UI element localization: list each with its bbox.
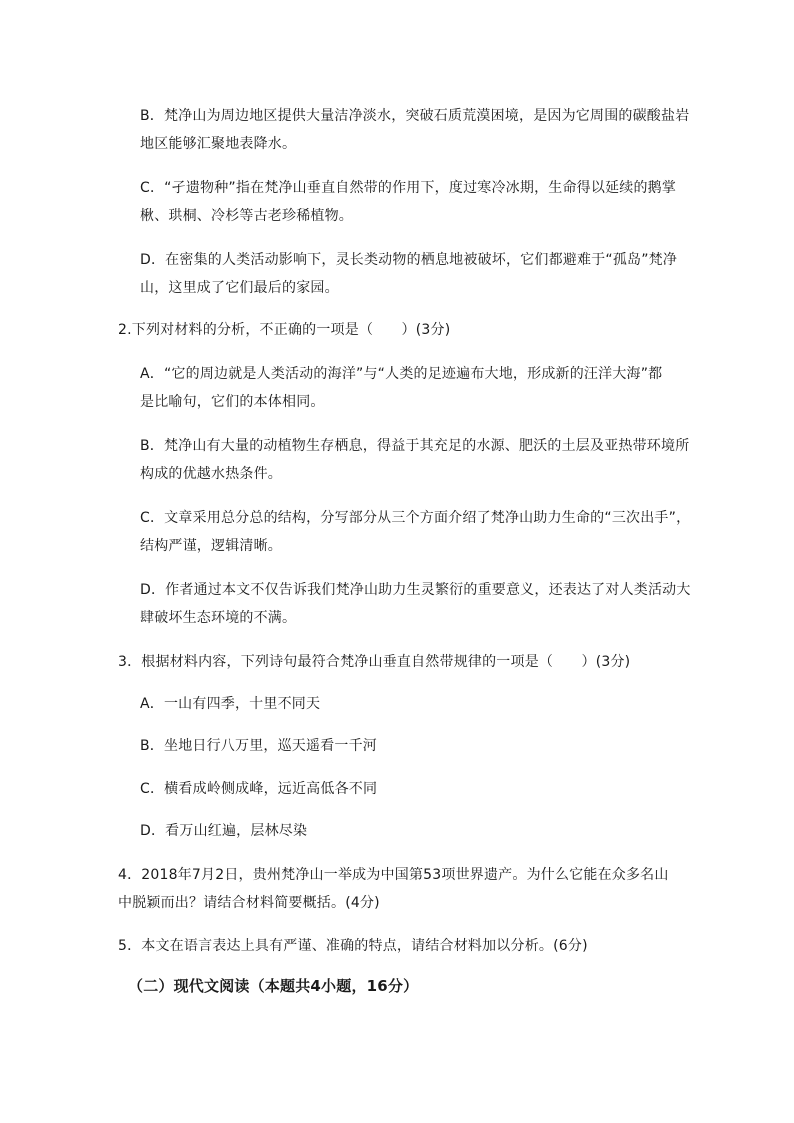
q2-option-a-line2: 是比喻句，它们的本体相同。 (140, 394, 325, 410)
q2-option-d-line2: 肆破坏生态环境的不满。 (140, 610, 297, 626)
q3-option-b: B．坐地日行八万里，巡天遥看一千河 (140, 738, 378, 754)
q2-option-b-line1: B．梵净山有大量的动植物生存栖息，得益于其充足的水源、肥沃的土层及亚热带环境所 (140, 438, 690, 454)
q3-option-c: C．横看成岭侧成峰，远近高低各不同 (140, 781, 378, 797)
q3-stem: 3．根据材料内容，下列诗句最符合梵净山垂直自然带规律的一项是（ ）(3分) (118, 654, 631, 670)
q2-option-c-line2: 结构严谨，逻辑清晰。 (140, 538, 282, 554)
q4-line2: 中脱颖而出？请结合材料简要概括。(4分) (118, 895, 380, 911)
q2-option-b-line2: 构成的优越水热条件。 (140, 466, 282, 482)
q3-option-a: A．一山有四季，十里不同天 (140, 696, 321, 712)
q2-option-d-line1: D．作者通过本文不仅告诉我们梵净山助力生灵繁衍的重要意义，还表达了对人类活动大 (140, 582, 691, 598)
q1-option-b-line2: 地区能够汇聚地表降水。 (140, 136, 297, 152)
q1-option-d-line2: 山，这里成了它们最后的家园。 (140, 280, 339, 296)
q4-line1: 4．2018年7月2日，贵州梵净山一举成为中国第53项世界遗产。为什么它能在众多名山 (118, 867, 669, 883)
q1-option-c-line2: 楸、珙桐、冷杉等古老珍稀植物。 (140, 208, 353, 224)
q1-option-c-line1: C．“孑遗物种”指在梵净山垂直自然带的作用下，度过寒冷冰期，生命得以延续的鹅掌 (140, 180, 677, 196)
q1-option-d-line1: D．在密集的人类活动影响下，灵长类动物的栖息地被破坏，它们都避难于“孤岛”梵净 (140, 252, 678, 268)
q2-option-c-line1: C．文章采用总分总的结构，分写部分从三个方面介绍了梵净山助力生命的“三次出手”， (140, 510, 691, 526)
q3-option-d: D．看万山红遍，层林尽染 (140, 823, 308, 839)
q2-stem: 2.下列对材料的分析，不正确的一项是（ ）(3分) (118, 322, 451, 338)
q5-line1: 5．本文在语言表达上具有严谨、准确的特点，请结合材料加以分析。(6分) (118, 938, 588, 954)
q2-option-a-line1: A．“它的周边就是人类活动的海洋”与“人类的足迹遍布大地，形成新的汪洋大海”都 (140, 366, 663, 382)
q1-option-b-line1: B．梵净山为周边地区提供大量洁净淡水，突破石质荒漠困境，是因为它周围的碳酸盐岩 (140, 108, 690, 124)
section-heading: （二）现代文阅读（本题共4小题，16分） (128, 977, 419, 995)
